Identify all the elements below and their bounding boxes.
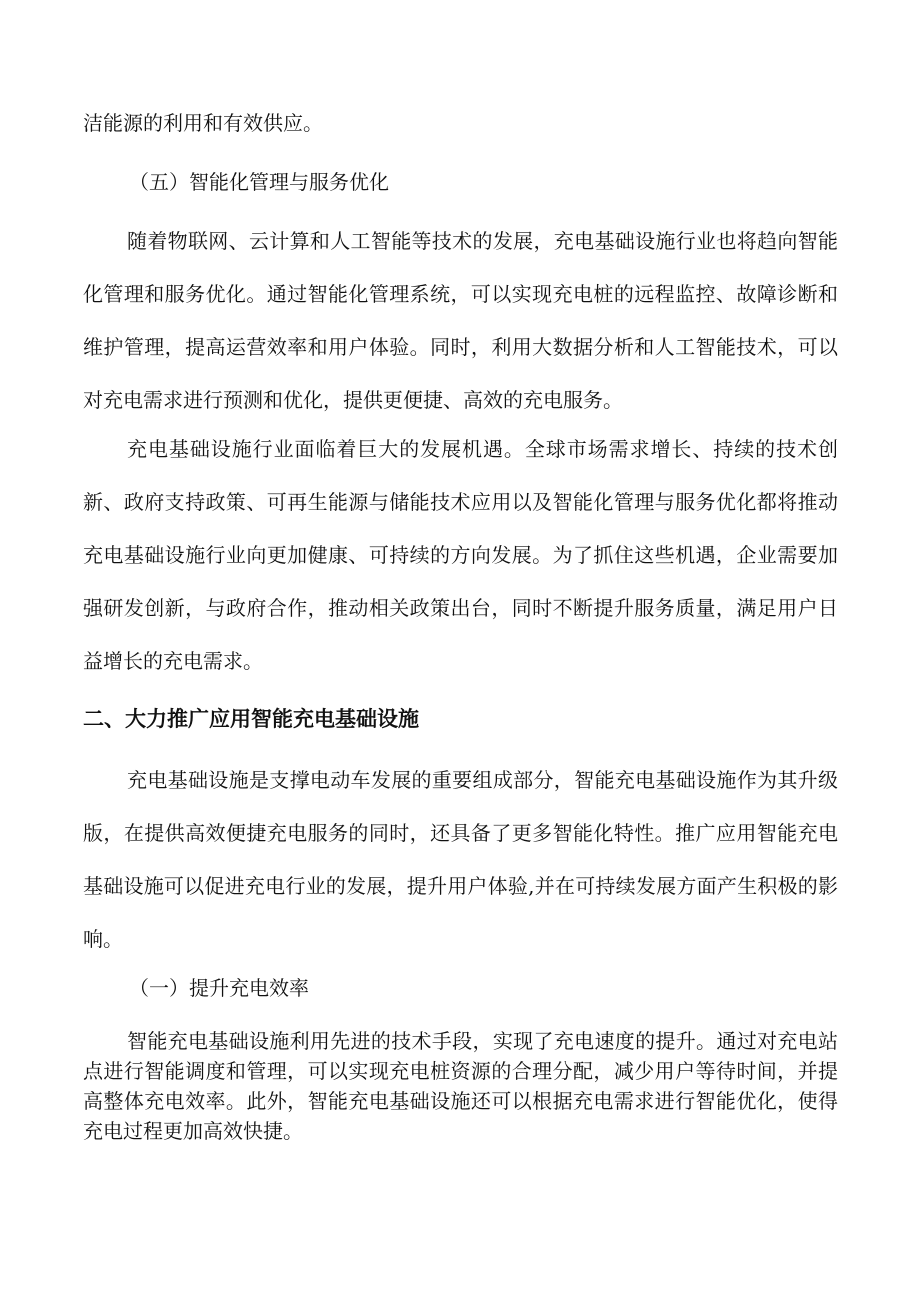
- section-heading-smart-charging: 二、大力推广应用智能充电基础设施: [83, 707, 419, 731]
- subheading-charging-efficiency: （一）提升充电效率: [129, 976, 309, 1000]
- paragraph-industry-opportunity: 充电基础设施行业面临着巨大的发展机遇。全球市场需求增长、持续的技术创新、政府支持政策、可再生能源与储能技术应用以及智能化管理与服务优化都将推动充电基础设施行业向更加健康、可持续的方向发展。为了抓住这些机遇，企业需要加强研发创新，与政府合作，推动相关政策出台，同时不断提升服务质量，满足用户日益增长的充电需求。: [83, 437, 838, 673]
- subheading-smart-management: （五）智能化管理与服务优化: [129, 170, 389, 194]
- paragraph-smart-management: 随着物联网、云计算和人工智能等技术的发展，充电基础设施行业也将趋向智能化管理和服务优化。通过智能化管理系统，可以实现充电桩的远程监控、故障诊断和维护管理，提高运营效率和用户体验。同时，利用大数据分析和人工智能技术，可以对充电需求进行预测和优化，提供更便捷、高效的充电服务。: [83, 229, 838, 412]
- paragraph-smart-charging-intro: 充电基础设施是支撑电动车发展的重要组成部分，智能充电基础设施作为其升级版，在提供高效便捷充电服务的同时，还具备了更多智能化特性。推广应用智能充电基础设施可以促进充电行业的发展，提升用户体验,并在可持续发展方面产生积极的影响。: [83, 768, 838, 951]
- paragraph-charging-efficiency: 智能充电基础设施利用先进的技术手段，实现了充电速度的提升。通过对充电站点进行智能调度和管理，可以实现充电桩资源的合理分配，减少用户等待时间，并提高整体充电效率。此外，智能充电基础设施还可以根据充电需求进行智能优化，使得充电过程更加高效快捷。: [83, 1029, 838, 1143]
- paragraph-tail-clean-energy: 洁能源的利用和有效供应。: [83, 111, 323, 135]
